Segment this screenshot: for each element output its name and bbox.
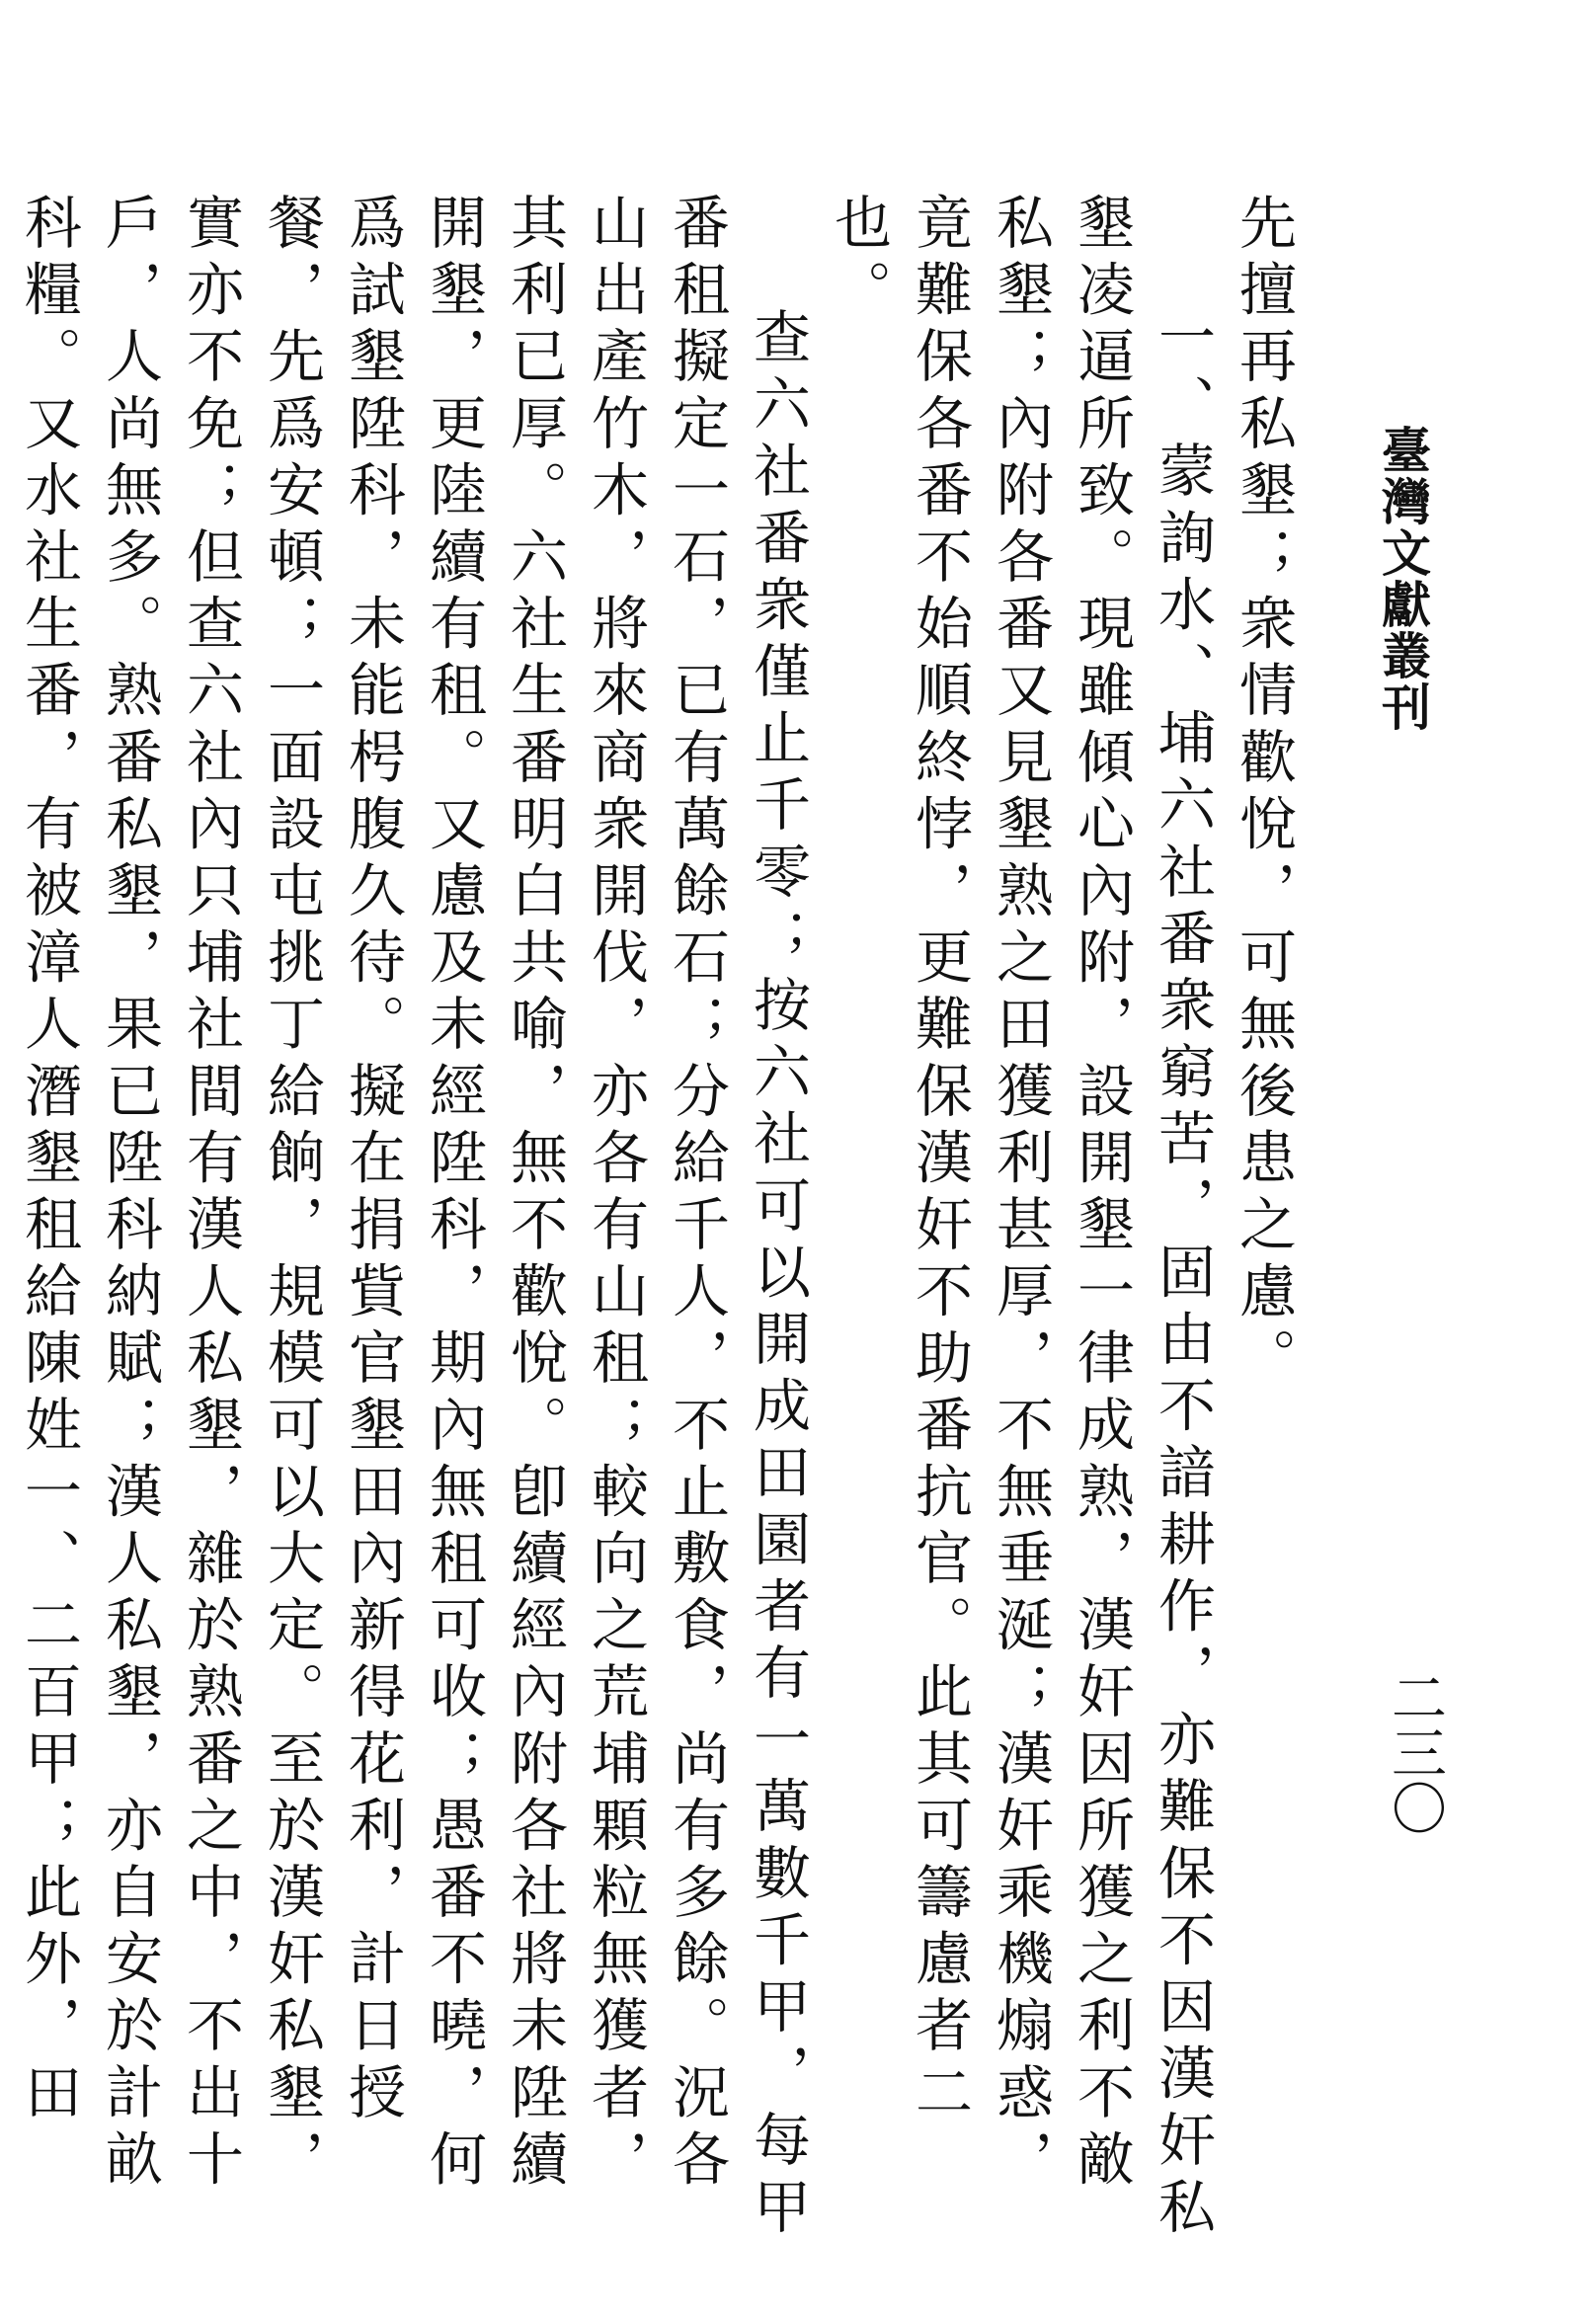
body-paragraph-1: 先擅再私墾；衆情歡悅，可無後患之慮。 <box>1230 193 1297 1395</box>
body-paragraph-2: 一、蒙詢水、埔六社番衆窮苦，固由不諳耕作，亦難保不因漢奸私墾凌逼所致。現雖傾心內附，設開墾一律成熟，漢奸因所獲之利不敵私墾；內附各番又見墾熟之田獲利甚厚，不無垂涎；漢奸乘機煽惑，竟難保各番不始順終悖，更難保漢奸不助番抗官。此其可籌慮者二也。 <box>825 193 1216 2244</box>
running-header-title: 臺灣文獻叢刊 <box>1374 425 1432 733</box>
page-number: 二三〇 <box>1383 1669 1447 1835</box>
body-paragraph-3: 查六社番衆僅止千零；按六社可以開成田園者有一萬數千甲，每甲番租擬定一石，已有萬餘石；分給千人，不止敷食，尚有多餘。況各山出產竹木，將來商衆開伐，亦各有山租；較向之荒埔顆粒無獲者，其利已厚。六社生番明白共喻，無不歡悅。卽續經內附各社將未陞續開墾，更陸續有租。又慮及未經陞科，期內無租可收；愚番不曉，何爲試墾陞科，未能枵腹久待。擬在捐貲官墾田內新得花利，計日授餐，先爲安頓；一面設屯挑丁給餉，規模可以大定。至於漢奸私墾，實亦不免；但查六社內只埔社間有漢人私墾，雜於熟番之中，不出十戶，人尚無多。熟番私墾，果已陞科納賦；漢人私墾，亦自安於計畝科糧。又水社生番，有被漳人潛墾租給陳姓一、二百甲；此外，田 <box>15 193 811 2244</box>
body-text-block <box>15 193 1304 2247</box>
